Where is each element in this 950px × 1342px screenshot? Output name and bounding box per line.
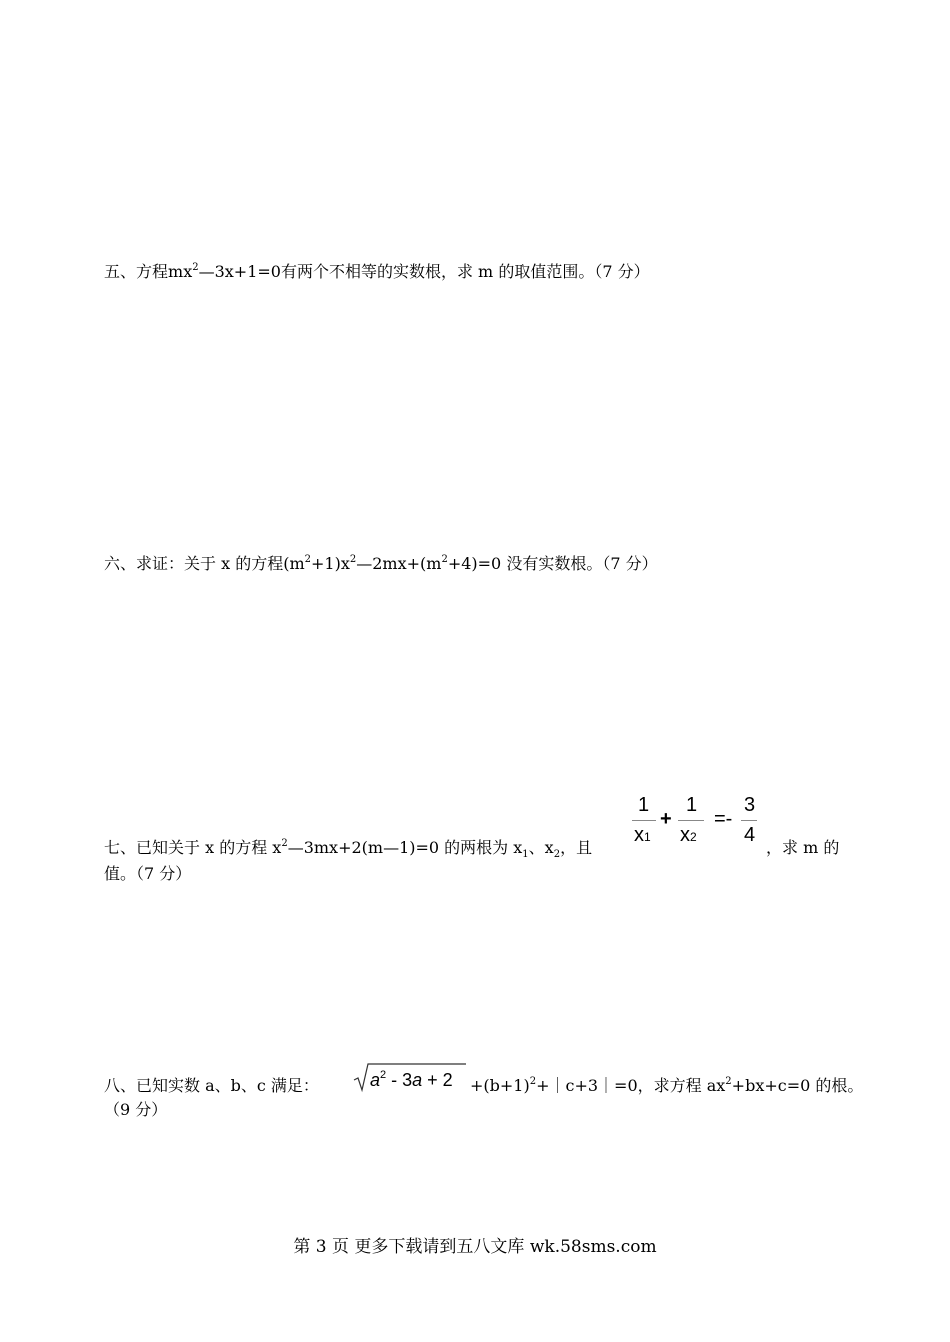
q6-part4: +4)=0 没有实数根。（7 分）: [447, 554, 658, 573]
q7-part2: —3mx+2(m—1)=0 的两根为 x: [287, 838, 523, 857]
q6-part3: —2mx+(m: [356, 554, 442, 573]
q8-label: 八、已知实数 a、b、c 满足：: [104, 1076, 319, 1095]
question-7: [104, 838, 592, 861]
q7-part4: ，且: [560, 838, 593, 857]
q8-sqrt-content: [370, 1070, 453, 1091]
q7-den1-x: x: [634, 824, 644, 846]
q7-line2: 值。（7 分）: [104, 864, 192, 883]
q7-sup1: 2: [281, 838, 288, 849]
q6-sup2: 2: [349, 554, 357, 565]
question-6: [104, 554, 658, 577]
question-5: [104, 262, 650, 285]
q8-sqrt-c: a: [412, 1070, 423, 1090]
q7-eq: =-: [714, 808, 733, 830]
q8-part4: +bx+c=0 的根。: [731, 1076, 864, 1095]
q7-fraction-bar-2: [678, 820, 704, 821]
q7-fraction-bar-1: [632, 820, 656, 821]
q7-den3: 4: [744, 824, 756, 846]
q5-expr-a: mx: [168, 262, 193, 281]
q7-sub2: 2: [553, 849, 561, 860]
q7-den2-x: x: [680, 824, 690, 846]
q7-sub1: 1: [522, 849, 529, 860]
q7-tail: ，求 m 的: [766, 838, 840, 857]
q7-label: 七、已知关于 x 的方程 x: [104, 838, 282, 857]
q8-line2: （9 分）: [104, 1100, 168, 1119]
q6-label: 六、求证：关于 x 的方程(m: [104, 554, 305, 573]
q8-sqrt-a: a: [370, 1070, 381, 1090]
q8-sup2: 2: [725, 1076, 732, 1087]
q5-expr-b: —3x+1=0: [198, 262, 281, 281]
q7-num1: 1: [638, 794, 650, 816]
q7-num3: 3: [744, 794, 756, 816]
q7-plus: +: [660, 808, 672, 830]
q8-rest: [470, 1076, 863, 1099]
q7-fraction-bar-3: [741, 820, 757, 821]
q7-den1-sub: 1: [644, 830, 651, 844]
q7-num2: 1: [686, 794, 698, 816]
q8-part2: +(b+1): [470, 1076, 530, 1095]
q6-sup3: 2: [441, 554, 448, 565]
q6-sup1: 2: [304, 554, 311, 565]
q7-formula: [628, 790, 764, 856]
q8-sqrt-b: - 3: [386, 1070, 413, 1090]
page-footer: 第 3 页 更多下载请到五八文库 wk.58sms.com: [293, 1237, 657, 1257]
q7-part3: 、x: [528, 838, 554, 857]
q5-text: 有两个不相等的实数根，求 m 的取值范围。（7 分）: [280, 262, 650, 281]
q7-den2-sub: 2: [690, 830, 697, 844]
q8-sqrt-sup: 2: [380, 1069, 387, 1081]
q8-sup1: 2: [529, 1076, 537, 1087]
q8-part3: +｜c+3｜=0，求方程 ax: [536, 1076, 726, 1095]
q5-sup: 2: [192, 262, 199, 273]
q8-sqrt: [352, 1060, 472, 1094]
q7-den1: [634, 824, 651, 847]
q6-part2: +1)x: [311, 554, 350, 573]
q7-den2: [680, 824, 697, 847]
q5-label: 五、方程: [104, 262, 169, 281]
q8-sqrt-d: + 2: [422, 1070, 453, 1090]
